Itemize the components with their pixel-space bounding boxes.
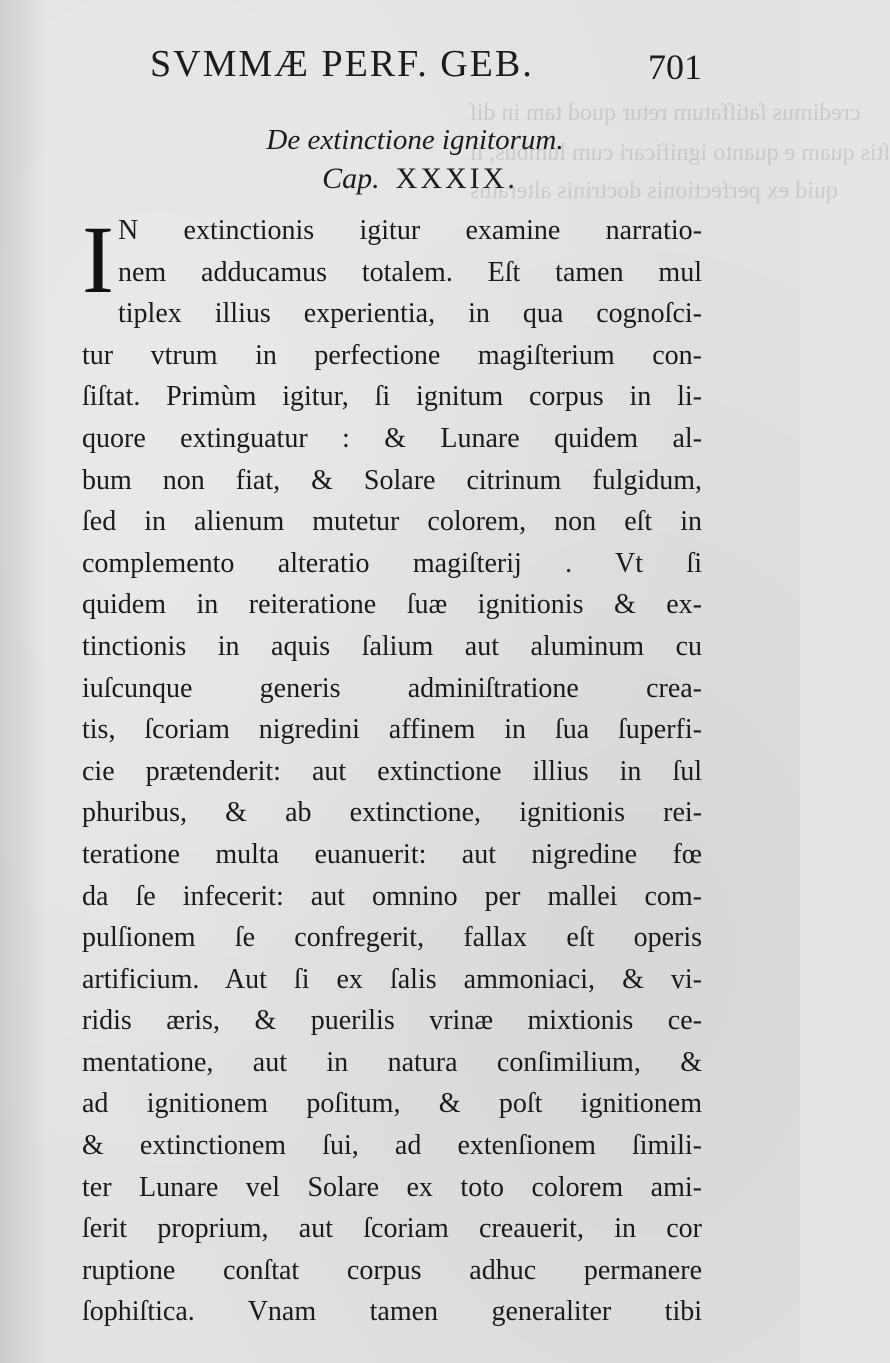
text-line: complemento alteratio magiſterij . Vt ſi xyxy=(82,547,702,579)
text-line: N extinctionis igitur examine narratio- xyxy=(118,215,702,246)
text-line: quidem in reiteratione ſuæ ignitionis & ex- xyxy=(82,589,702,621)
text-line: phuribus, & ab extinctione, ignitionis rei- xyxy=(82,797,702,829)
text-line: artificium. Aut ſi ex ſalis ammoniaci, & vi- xyxy=(82,963,702,995)
text-line: da ſe infecerit: aut omnino per mallei com- xyxy=(82,880,702,912)
text-line: bum non fiat, & Solare citrinum fulgidum, xyxy=(82,464,702,496)
chapter-number: XXXIX. xyxy=(395,162,518,195)
text-line: ſiſtat. Primùm igitur, ſi ignitum corpus in li- xyxy=(82,381,702,413)
gutter-shadow xyxy=(0,0,48,1363)
show-through-text: credimus ſatiſfatum retur quod tam in diſ xyxy=(470,100,861,126)
text-line: tis, ſcoriam nigredini affinem in ſua ſuperfi- xyxy=(82,714,702,746)
text-line: nem adducamus totalem. Eſt tamen mul xyxy=(118,256,702,288)
text-line: quore extinguatur : & Lunare quidem al- xyxy=(82,422,702,454)
text-line: ridis æris, & puerilis vrinæ mixtionis ce- xyxy=(82,1005,702,1037)
text-line: ſerit proprium, aut ſcoriam creauerit, in cor xyxy=(82,1213,702,1245)
text-line: ter Lunare vel Solare ex toto colorem ami- xyxy=(82,1171,702,1203)
text-line: ruptione conſtat corpus adhuc permanere xyxy=(82,1254,702,1286)
text-line: tinctionis in aquis ſalium aut aluminum cu xyxy=(82,630,702,662)
text-line: tur vtrum in perfectione magiſterium con- xyxy=(82,339,702,371)
running-title: SVMMÆ PERF. GEB. xyxy=(150,43,534,85)
text-line: teratione multa euanuerit: aut nigredine fœ xyxy=(82,838,702,870)
text-line: ſophiſtica. Vnam tamen generaliter tibi xyxy=(82,1296,702,1328)
show-through-text: quid ex perfectionis doctrinis alteratus xyxy=(470,178,838,204)
text-line: ad ignitionem poſitum, & poſt ignitionem xyxy=(82,1088,702,1120)
chapter-label: Cap. xyxy=(322,162,380,195)
text-line: cie prætenderit: aut extinctione illius in ſul xyxy=(82,755,702,787)
text-line: mentatione, aut in natura conſimilium, & xyxy=(82,1046,702,1078)
text-line: iuſcunque generis adminiſtratione crea- xyxy=(82,672,702,704)
show-through-text: ſtis quam e quanto ignificari cum lumbus, ſi xyxy=(470,140,890,166)
page-number: 701 xyxy=(648,47,702,87)
text-line: ſed in alienum mutetur colorem, non eſt in xyxy=(82,506,702,538)
text-line: pulſionem ſe confregerit, fallax eſt operis xyxy=(82,922,702,954)
chapter-title: De extinctione ignitorum. xyxy=(266,124,564,156)
drop-cap-initial: I xyxy=(82,206,114,313)
chapter-heading xyxy=(0,162,800,196)
text-line: & extinctionem ſui, ad extenſionem ſimili- xyxy=(82,1130,702,1162)
body-text xyxy=(82,206,702,1333)
text-line: tiplex illius experientia, in qua cognoſci- xyxy=(118,298,702,330)
